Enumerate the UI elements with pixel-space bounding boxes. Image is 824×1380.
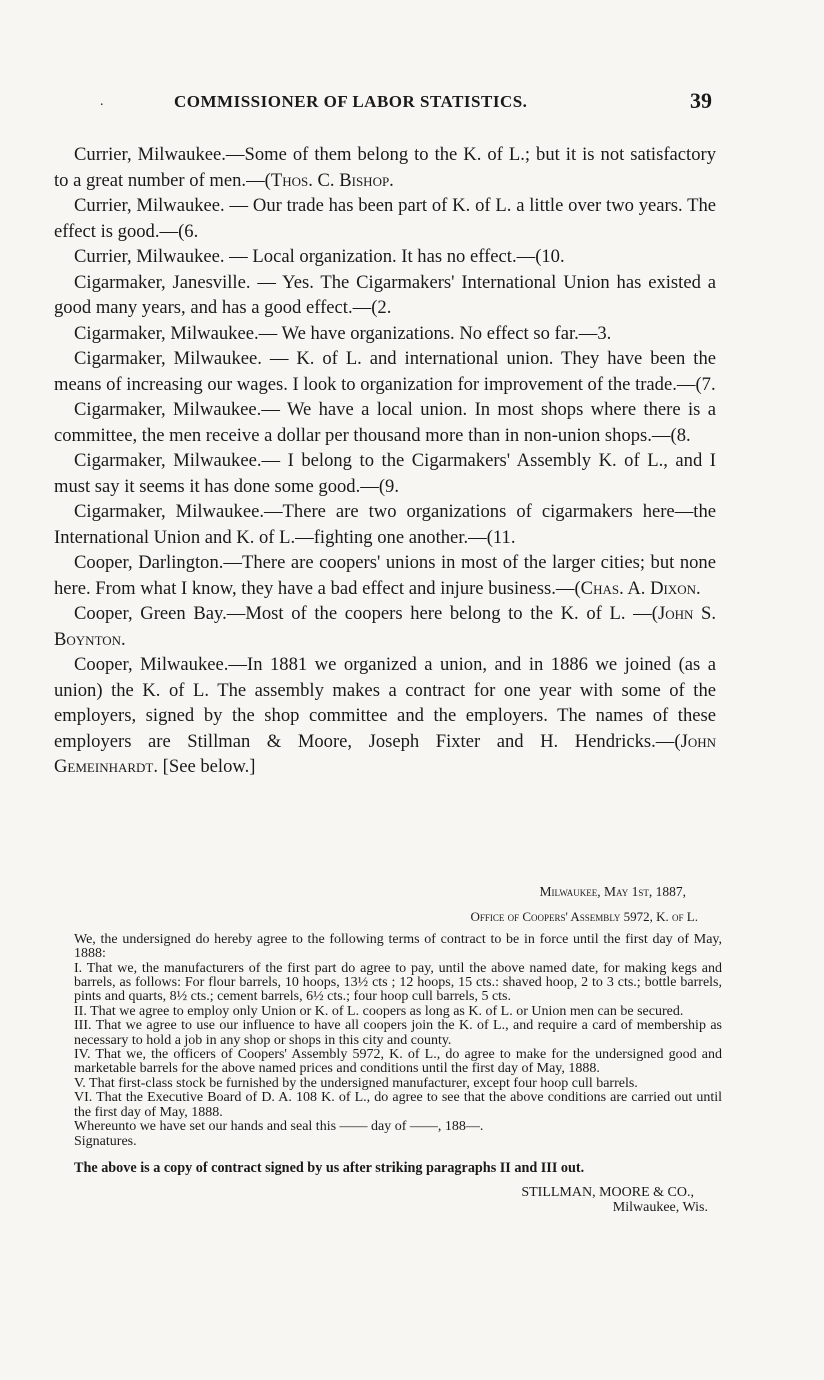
contract-line: III. That we agree to use our influence to have all coopers join the K. of L., and require a card of membership as necessary to hold a job in any shop or shops in this city and county. [74, 1018, 722, 1048]
paragraph: Cigarmaker, Milwaukee.— We have a local union. In most shops where there is a committee, the men receive a dollar per thousand more than in non-union shops.—(8. [54, 399, 716, 446]
contract-line: VI. That the Executive Board of D. A. 108 K. of L., do agree to see that the above conditions are carried out until the first day of May, 1888. [74, 1090, 722, 1120]
paragraph: Cigarmaker, Milwaukee.—There are two organizations of cigarmakers here—the International Union and K. of L.—fighting one another.—(11. [54, 501, 716, 548]
paragraph: Currier, Milwaukee. — Local organization. It has no effect.—(10. [74, 246, 565, 267]
paragraph: Cigarmaker, Milwaukee. — K. of L. and international union. They have been the means of increasing our wages. I look to organization for improvement of the trade.—(7. [54, 348, 716, 395]
paragraph: Cooper, Milwaukee.—In 1881 we organized a union, and in 1886 we joined (as a union) the K. of L. The assembly makes a contract for one year with some of the employers, signed by the shop committee and the employers. The names of these employers are Stillman & Moore, Joseph Fixter and H. Hendricks.—(John Gemeinhardt. [See below.] [54, 654, 716, 777]
paragraph: Currier, Milwaukee. — Our trade has been part of K. of L. a little over two years. The effect is good.—(6. [54, 195, 716, 242]
contract-line: Signatures. [74, 1133, 137, 1149]
paragraph: Cigarmaker, Milwaukee.— I belong to the Cigarmakers' Assembly K. of L., and I must say it seems it has done some good.—(9. [54, 450, 716, 497]
contract-terms [74, 933, 722, 1149]
paragraph: Cigarmaker, Janesville. — Yes. The Cigarmakers' International Union has existed a good many years, and has a good effect.—(2. [54, 271, 716, 318]
paragraph: Cooper, Green Bay.—Most of the coopers here belong to the K. of L. —(John S. Boynton. [54, 603, 716, 650]
running-header [54, 88, 716, 118]
contract-line: II. That we agree to employ only Union or K. of L. coopers as long as K. of L. or Union men can be secured. [74, 1003, 684, 1019]
copy-note: The above is a copy of contract signed by us after striking paragraphs II and III out. [74, 1159, 585, 1176]
contract-line: IV. That we, the officers of Coopers' Assembly 5972, K. of L., do agree to make for the undersigned good and marketable barrels for the above named prices and conditions until the first day of May, 1888. [74, 1047, 722, 1077]
signer-name: STILLMAN, MOORE & CO., [521, 1185, 694, 1201]
contract-line: We, the undersigned do hereby agree to the following terms of contract to be in force until the first day of May, 1888: [74, 931, 722, 962]
page-number: 39 [690, 88, 712, 113]
paragraph: Currier, Milwaukee.—Some of them belong to the K. of L.; but it is not satisfactory to a great number of men.—(Thos. C. Bishop. [54, 144, 716, 191]
contract-date: Milwaukee, May 1st, 1887, [539, 884, 686, 899]
contract-line: V. That first-class stock be furnished by the undersigned manufacturer, except four hoop cull barrels. [74, 1075, 638, 1091]
contract-office: Office of Coopers' Assembly 5972, K. of L. [470, 909, 698, 925]
paragraph: Cooper, Darlington.—There are coopers' unions in most of the larger cities; but none here. From what I know, they have a bad effect and injure business.—(Chas. A. Dixon. [54, 552, 716, 599]
signer-city: Milwaukee, Wis. [612, 1199, 708, 1215]
testimony-body [54, 142, 716, 780]
contract-line: Whereunto we have set our hands and seal this —— day of ——, 188—. [74, 1119, 484, 1135]
paragraph: Cigarmaker, Milwaukee.— We have organizations. No effect so far.—3. [74, 322, 612, 344]
header-dot: . [100, 94, 104, 109]
contract-block [74, 885, 722, 1215]
contract-line: I. That we, the manufacturers of the first part do agree to pay, until the above named date, for making kegs and barrels, as follows: For flour barrels, 10 hoops, 13½ cts ; 12 hoops, 15 cts.: shaved hoop, 2 to 3 cts.; bottle barrels, pints and quarts, 8½ cts.; cement barrels, 6½ cts.; four hoop cull barrels, 5 cts. [74, 960, 722, 1005]
page-title: COMMISSIONER OF LABOR STATISTICS. [174, 92, 528, 111]
